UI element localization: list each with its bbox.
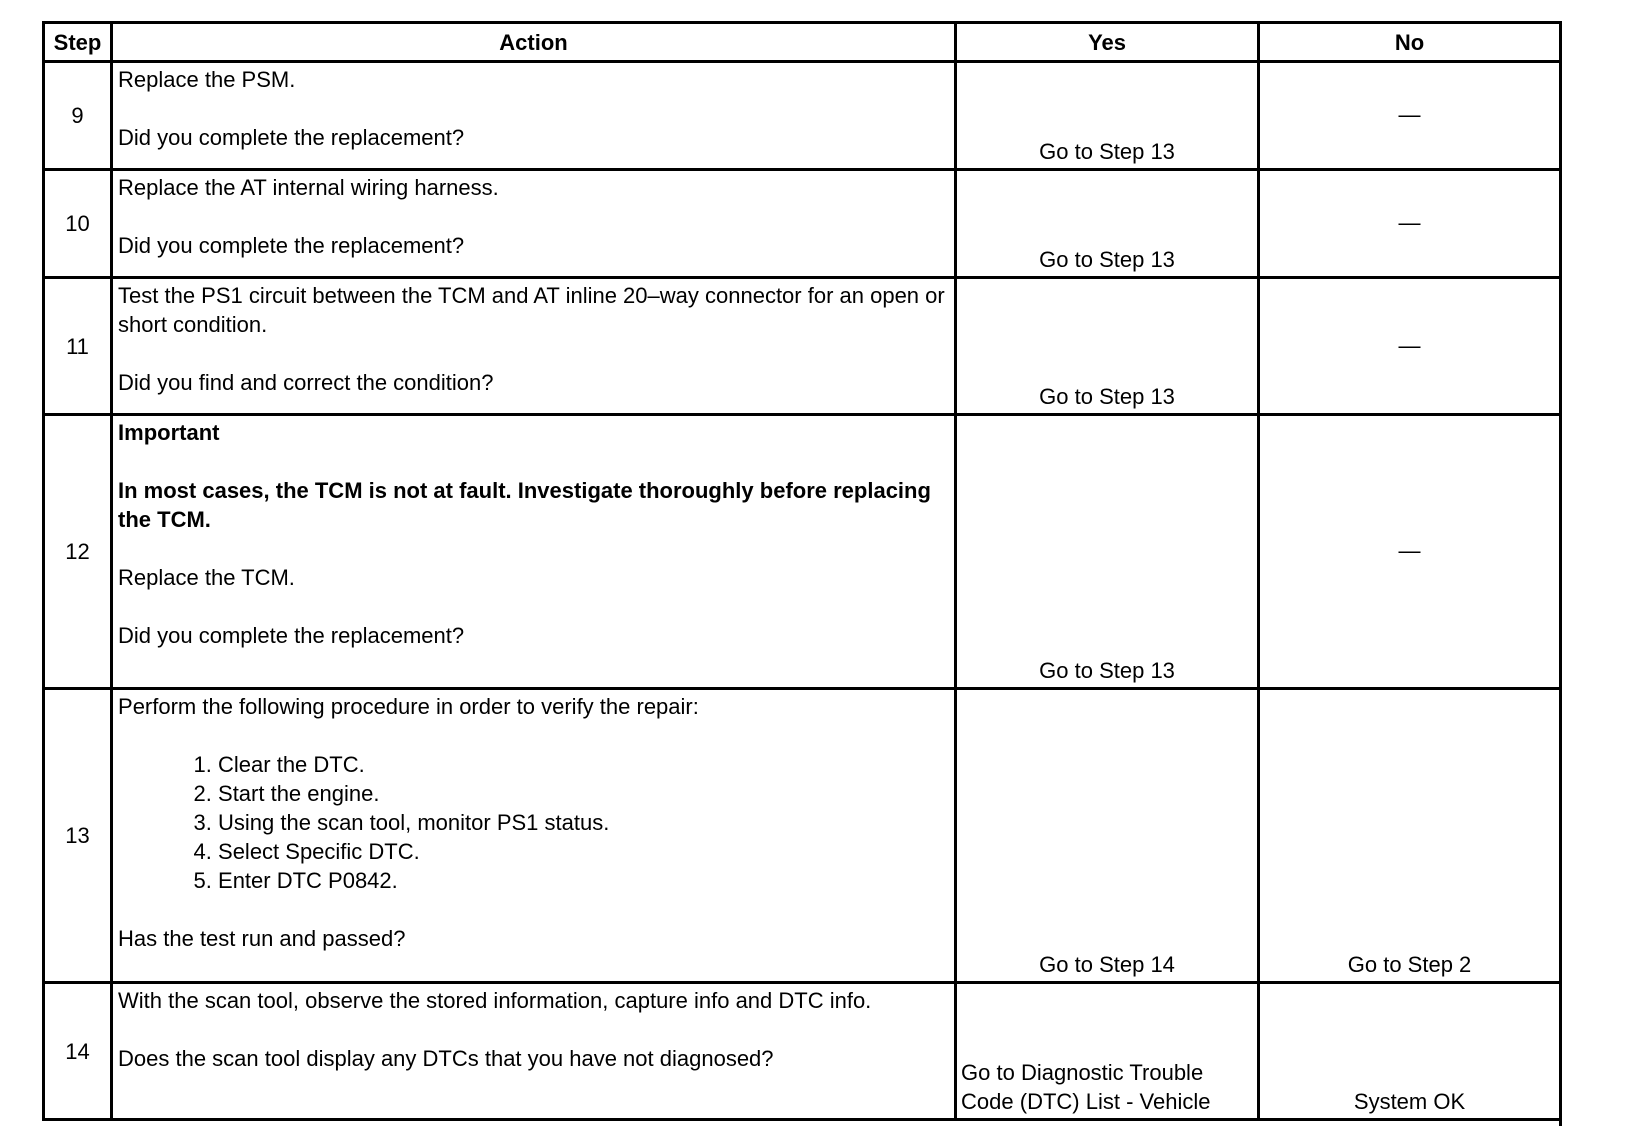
- table-row: [44, 689, 1561, 983]
- yes-cell: Go to Step 13: [956, 170, 1259, 278]
- step-number: 12: [44, 415, 112, 689]
- action-cell: [112, 170, 956, 278]
- procedure-step: 5. Enter DTC P0842.: [218, 866, 950, 895]
- no-cell: Go to Step 2: [1259, 689, 1561, 983]
- action-cell: [112, 983, 956, 1120]
- important-text: In most cases, the TCM is not at fault. Investigate thoroughly before replacing the TCM.: [118, 478, 931, 532]
- action-text: Replace the PSM.: [118, 67, 296, 92]
- action-question: Did you complete the replacement?: [118, 623, 465, 648]
- action-question: Did you complete the replacement?: [118, 233, 465, 258]
- procedure-step: 1. Clear the DTC.: [218, 750, 950, 779]
- no-cell: —: [1259, 170, 1561, 278]
- right-border-line: [1559, 61, 1562, 1126]
- header-action: Action: [112, 23, 956, 62]
- procedure-step: 3. Using the scan tool, monitor PS1 status.: [218, 808, 950, 837]
- yes-cell: Go to Step 13: [956, 278, 1259, 415]
- table-row: [44, 415, 1561, 689]
- action-cell: [112, 415, 956, 689]
- action-text: Test the PS1 circuit between the TCM and AT inline 20–way connector for an open or short condition.: [118, 283, 945, 337]
- table-row: [44, 983, 1561, 1120]
- step-number: 13: [44, 689, 112, 983]
- action-text: Replace the AT internal wiring harness.: [118, 175, 499, 200]
- procedure-step: 4. Select Specific DTC.: [218, 837, 950, 866]
- table-row: [44, 170, 1561, 278]
- action-question: Did you complete the replacement?: [118, 125, 465, 150]
- yes-cell: Go to Diagnostic Trouble Code (DTC) List - Vehicle: [956, 983, 1259, 1120]
- table-row: [44, 62, 1561, 170]
- header-no: No: [1259, 23, 1561, 62]
- yes-cell: Go to Step 13: [956, 415, 1259, 689]
- no-cell: —: [1259, 278, 1561, 415]
- step-number: 11: [44, 278, 112, 415]
- procedure-list: [118, 750, 950, 895]
- header-step: Step: [44, 23, 112, 62]
- diagnostic-table: [42, 21, 1562, 1121]
- no-cell: System OK: [1259, 983, 1561, 1120]
- action-text: Replace the TCM.: [118, 565, 295, 590]
- header-yes: Yes: [956, 23, 1259, 62]
- important-title: Important: [118, 420, 220, 445]
- table-row: [44, 278, 1561, 415]
- step-number: 9: [44, 62, 112, 170]
- procedure-step: 2. Start the engine.: [218, 779, 950, 808]
- action-cell: [112, 689, 956, 983]
- action-question: Did you find and correct the condition?: [118, 370, 494, 395]
- action-question: Has the test run and passed?: [118, 926, 406, 951]
- action-question: Does the scan tool display any DTCs that you have not diagnosed?: [118, 1046, 774, 1071]
- no-cell: —: [1259, 62, 1561, 170]
- header-row: [44, 23, 1561, 62]
- action-cell: [112, 62, 956, 170]
- yes-cell: Go to Step 13: [956, 62, 1259, 170]
- step-number: 10: [44, 170, 112, 278]
- step-number: 14: [44, 983, 112, 1120]
- yes-cell: Go to Step 14: [956, 689, 1259, 983]
- procedure-intro: Perform the following procedure in order to verify the repair:: [118, 694, 699, 719]
- action-text: With the scan tool, observe the stored information, capture info and DTC info.: [118, 988, 872, 1013]
- no-cell: —: [1259, 415, 1561, 689]
- action-cell: [112, 278, 956, 415]
